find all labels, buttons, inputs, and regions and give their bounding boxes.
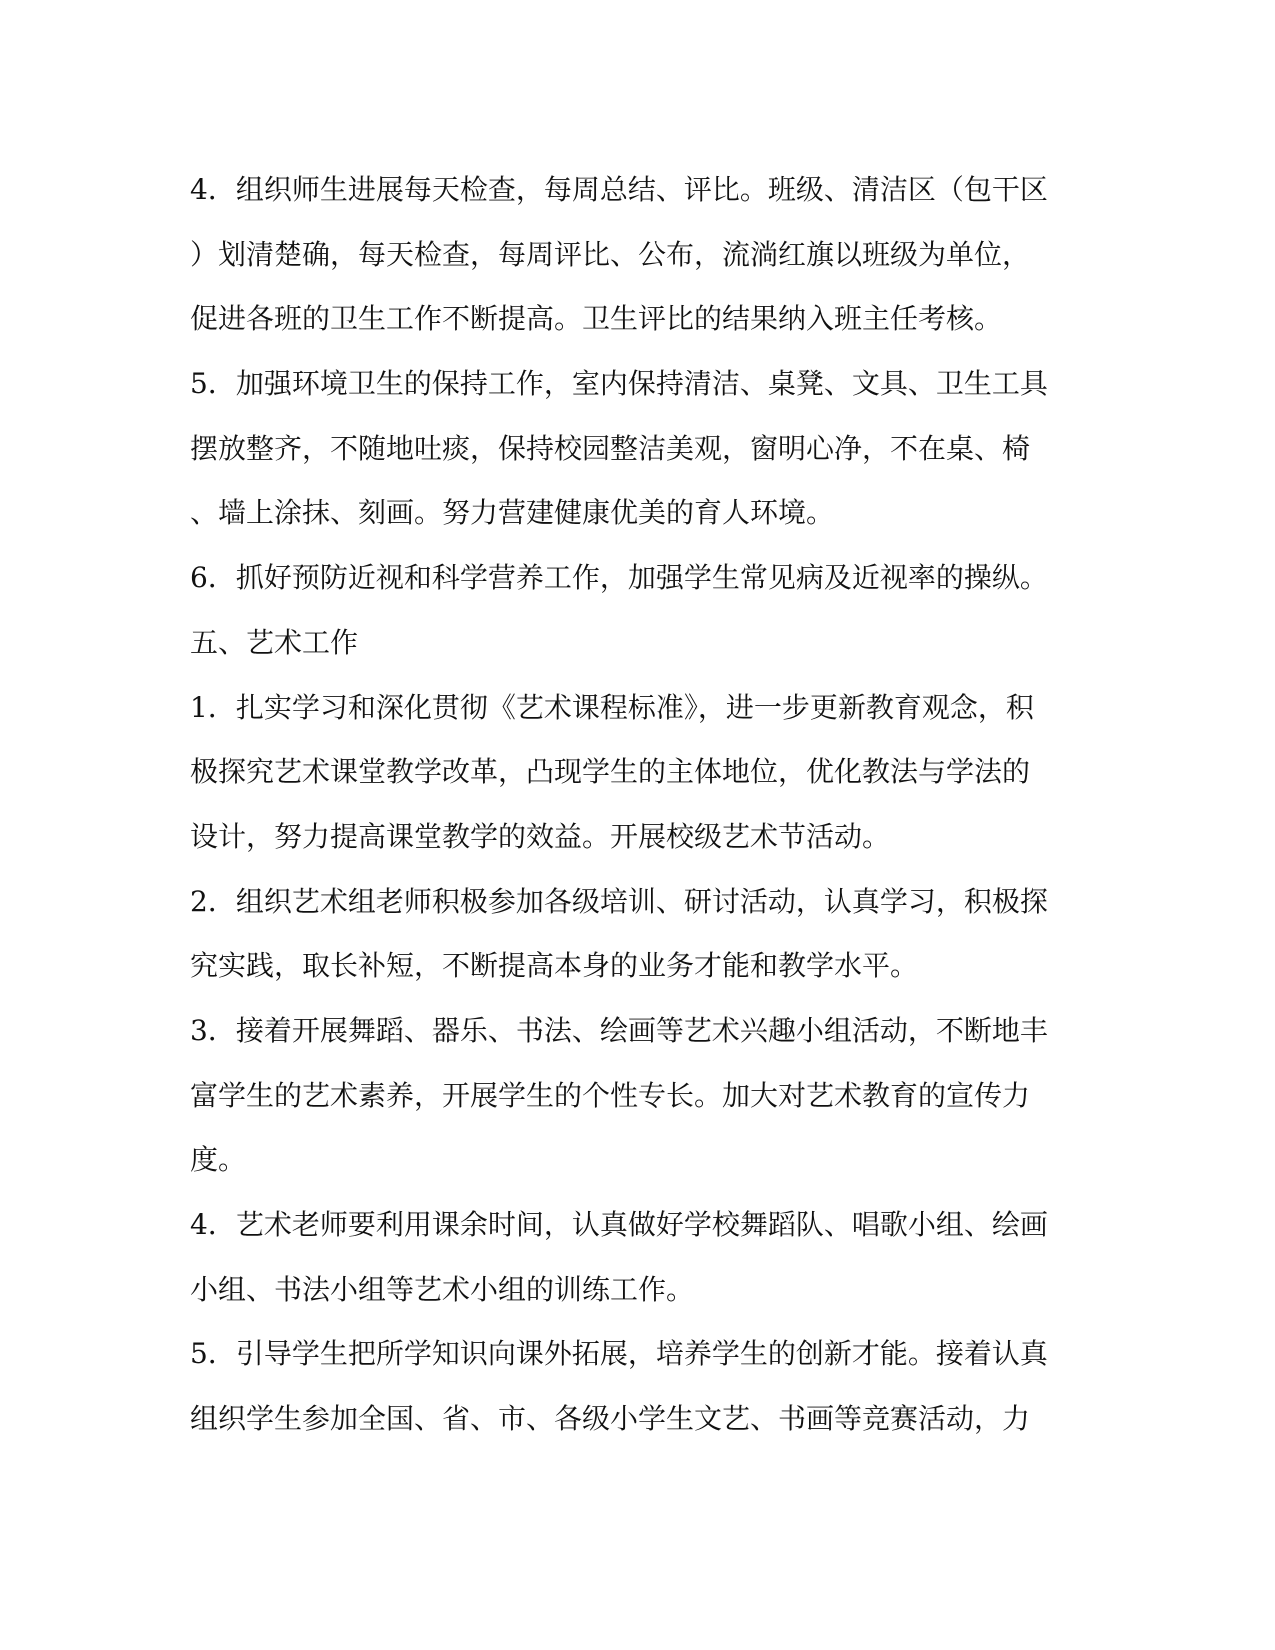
text-line: ）划清楚确，每天检查，每周评比、公布，流淌红旗以班级为单位， [190, 237, 1031, 271]
text-line: 究实践，取长补短，不断提高本身的业务才能和教学水平。 [190, 949, 919, 983]
text-line: 3．接着开展舞蹈、器乐、书法、绘画等艺术兴趣小组活动，不断地丰 [190, 1013, 1048, 1047]
text-line: 摆放整齐，不随地吐痰，保持校园整洁美观，窗明心净，不在桌、椅 [190, 431, 1031, 465]
text-line: 5．引导学生把所学知识向课外拓展，培养学生的创新才能。接着认真 [190, 1337, 1048, 1371]
text-line: 小组、书法小组等艺术小组的训练工作。 [190, 1272, 695, 1306]
text-line: 设计，努力提高课堂教学的效益。开展校级艺术节活动。 [190, 819, 891, 853]
text-line: 4．组织师生进展每天检查，每周总结、评比。班级、清洁区（包干区 [190, 173, 1048, 206]
section-heading: 五、艺术工作 [190, 625, 359, 659]
text-line: 5．加强环境卫生的保持工作，室内保持清洁、桌凳、文具、卫生工具 [190, 367, 1048, 401]
text-line: 富学生的艺术素养，开展学生的个性专长。加大对艺术教育的宣传力 [190, 1078, 1031, 1112]
text-line: 4．艺术老师要利用课余时间，认真做好学校舞蹈队、唱歌小组、绘画 [190, 1208, 1048, 1241]
text-line: 度。 [190, 1143, 247, 1177]
text-line: 6．抓好预防近视和科学营养工作，加强学生常见病及近视率的操纵。 [190, 561, 1048, 595]
text-line: 2．组织艺术组老师积极参加各级培训、研讨活动，认真学习，积极探 [190, 884, 1048, 918]
text-line: 组织学生参加全国、省、市、各级小学生文艺、书画等竞赛活动，力 [190, 1402, 1031, 1436]
text-line: 、墙上涂抹、刻画。努力营建健康优美的育人环境。 [190, 496, 835, 530]
text-line: 1．扎实学习和深化贯彻《艺术课程标准》，进一步更新教育观念，积 [190, 690, 1034, 724]
document-body [190, 158, 1090, 1452]
text-line: 极探究艺术课堂教学改革，凸现学生的主体地位，优化教法与学法的 [190, 755, 1031, 789]
text-line: 促进各班的卫生工作不断提高。卫生评比的结果纳入班主任考核。 [190, 302, 1003, 336]
